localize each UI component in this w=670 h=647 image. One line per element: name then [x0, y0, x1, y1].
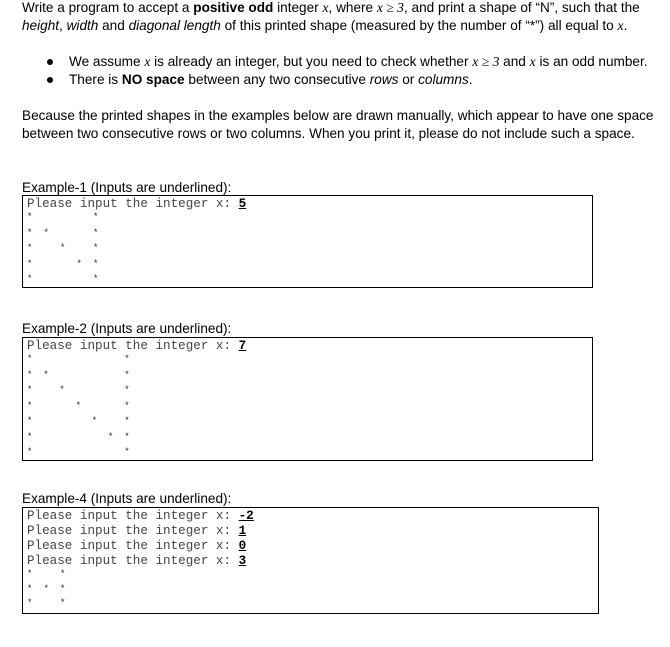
example-2-output-box [22, 337, 593, 461]
bullet-dot-1 [47, 59, 53, 65]
star-mark: * [27, 583, 33, 594]
example-2-prompt-1: Please input the integer x: 7 [27, 339, 247, 353]
star-mark: * [60, 243, 66, 253]
star-mark: * [93, 274, 99, 284]
star-mark: * [27, 447, 33, 457]
example-4-label: Example-4 (Inputs are underlined): [22, 491, 232, 506]
star-mark: * [60, 569, 66, 579]
example-4-prompt-3: Please input the integer x: 0 [27, 539, 247, 553]
star-mark: * [124, 447, 130, 457]
intro-bold: positive odd [193, 0, 274, 15]
example-2-label: Example-2 (Inputs are underlined): [22, 321, 232, 336]
star-mark: * [27, 385, 33, 395]
star-mark: * [27, 569, 33, 579]
star-mark: * [93, 212, 99, 222]
example-1-label: Example-1 (Inputs are underlined): [22, 180, 232, 195]
star-mark: * [124, 385, 130, 395]
bullet-dot-2 [47, 77, 53, 83]
star-mark: * [59, 385, 65, 395]
star-mark: * [27, 369, 33, 380]
star-mark: * [27, 431, 33, 442]
star-mark: * [91, 416, 98, 426]
example-4-prompt-1: Please input the integer x: -2 [27, 509, 254, 523]
star-mark: * [43, 369, 49, 380]
star-mark: * [124, 369, 130, 380]
star-mark: * [124, 354, 130, 364]
star-mark: * [93, 243, 99, 253]
star-mark: * [124, 416, 130, 426]
note-line-1: Because the printed shapes in the examples below are drawn manually, which appear to have one space [22, 108, 654, 123]
star-mark: * [124, 400, 130, 411]
example-4-output-box [22, 507, 599, 614]
star-mark: * [27, 416, 33, 426]
star-mark: * [93, 258, 99, 269]
note-line-2: between two consecutive rows or two columns. When you print it, please do not include such a space. [22, 126, 635, 141]
star-mark: * [27, 212, 33, 222]
star-mark: * [27, 258, 33, 269]
star-mark: * [60, 598, 66, 608]
star-mark: * [27, 243, 33, 253]
star-mark: * [108, 431, 114, 442]
example-4-prompt-2: Please input the integer x: 1 [27, 524, 247, 538]
star-mark: * [27, 400, 33, 411]
bullet-1: We assume x is already an integer, but you need to check whether x ≥ 3 and x is an odd number. [69, 54, 648, 69]
bullet-2: There is NO space between any two consecutive rows or columns. [69, 72, 473, 87]
example-1-prompt-1: Please input the integer x: 5 [27, 197, 247, 211]
star-mark: * [43, 227, 49, 238]
star-mark: * [43, 583, 49, 594]
intro-line-1: Write a program to accept a positive odd integer x, where x ≥ 3, and print a shape of “N”, such that the [22, 0, 640, 15]
star-mark: * [27, 274, 33, 284]
star-mark: * [27, 227, 33, 238]
intro-line-2: height, width and diagonal length of this printed shape (measured by the number of “*”) all equal to x. [22, 18, 628, 33]
example-1-output-box [22, 195, 593, 288]
star-mark: * [27, 354, 33, 364]
star-mark: * [60, 583, 66, 594]
example-4-prompt-4: Please input the integer x: 3 [27, 554, 247, 568]
star-mark: * [75, 400, 81, 411]
star-mark: * [27, 598, 33, 608]
star-mark: * [93, 227, 99, 238]
star-mark: * [76, 258, 82, 269]
star-mark: * [124, 431, 130, 442]
